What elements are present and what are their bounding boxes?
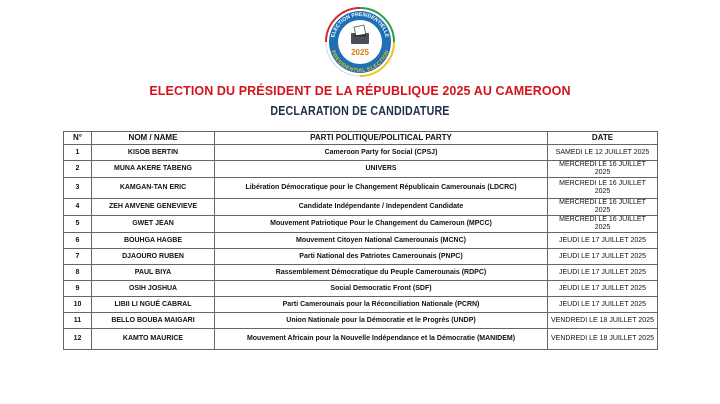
page-title: ELECTION DU PRÉSIDENT DE LA RÉPUBLIQUE 2025 AU CAMEROON (149, 84, 571, 98)
header-date: DATE (548, 132, 658, 145)
party-name: Candidate Indépendante / Independent Candidate (215, 199, 548, 216)
party-name: Mouvement Patriotique Pour le Changement du Cameroun (MPCC) (215, 216, 548, 233)
party-name: Mouvement Africain pour la Nouvelle Indépendance et la Démocratie (MANIDEM) (215, 329, 548, 350)
declaration-date: MERCREDI LE 16 JUILLET 2025 (548, 161, 658, 178)
declaration-date: JEUDI LE 17 JUILLET 2025 (548, 249, 658, 265)
candidate-name: KAMGAN-TAN ERIC (92, 178, 215, 199)
table-row (64, 265, 658, 281)
declaration-date: JEUDI LE 17 JUILLET 2025 (548, 233, 658, 249)
party-name: Social Democratic Front (SDF) (215, 281, 548, 297)
row-number: 7 (64, 249, 92, 265)
table-row (64, 281, 658, 297)
declaration-date: VENDREDI LE 18 JUILLET 2025 (548, 329, 658, 350)
table-row (64, 216, 658, 233)
header-party: PARTI POLITIQUE/POLITICAL PARTY (215, 132, 548, 145)
table-row (64, 145, 658, 161)
logo-bottom-text: PRESIDENTIAL ELECTION (329, 49, 391, 75)
declaration-date: MERCREDI LE 16 JUILLET 2025 (548, 199, 658, 216)
candidate-name: PAUL BIYA (92, 265, 215, 281)
table-row (64, 297, 658, 313)
candidate-name: LIBII LI NGUÉ CABRAL (92, 297, 215, 313)
party-name: Parti National des Patriotes Camerounais (PNPC) (215, 249, 548, 265)
table-row (64, 313, 658, 329)
party-name: Rassemblement Démocratique du Peuple Camerounais (RDPC) (215, 265, 548, 281)
logo-year: 2025 (351, 48, 369, 57)
header-number: N° (64, 132, 92, 145)
declaration-date: SAMEDI LE 12 JUILLET 2025 (548, 145, 658, 161)
party-name: Libération Démocratique pour le Changement Républicain Camerounais (LDCRC) (215, 178, 548, 199)
candidates-table (63, 131, 658, 350)
candidate-name: GWET JEAN (92, 216, 215, 233)
candidate-name: BOUHGA HAGBE (92, 233, 215, 249)
declaration-date: JEUDI LE 17 JUILLET 2025 (548, 297, 658, 313)
declaration-date: JEUDI LE 17 JUILLET 2025 (548, 281, 658, 297)
table-row (64, 233, 658, 249)
party-name: UNIVERS (215, 161, 548, 178)
row-number: 5 (64, 216, 92, 233)
row-number: 11 (64, 313, 92, 329)
page-subtitle: DECLARATION DE CANDIDATURE (270, 103, 450, 118)
candidate-name: DJAOURO RUBEN (92, 249, 215, 265)
candidate-name: BELLO BOUBA MAIGARI (92, 313, 215, 329)
row-number: 2 (64, 161, 92, 178)
candidate-name: OSIH JOSHUA (92, 281, 215, 297)
party-name: Mouvement Citoyen National Camerounais (MCNC) (215, 233, 548, 249)
row-number: 10 (64, 297, 92, 313)
table-row (64, 161, 658, 178)
declaration-date: VENDREDI LE 18 JUILLET 2025 (548, 313, 658, 329)
candidate-name: MUNA AKERE TABENG (92, 161, 215, 178)
party-name: Union Nationale pour la Démocratie et le Progrès (UNDP) (215, 313, 548, 329)
table-row (64, 199, 658, 216)
candidate-name: ZEH AMVENE GENEVIEVE (92, 199, 215, 216)
party-name: Cameroon Party for Social (CPSJ) (215, 145, 548, 161)
table-header-row (64, 132, 658, 145)
row-number: 4 (64, 199, 92, 216)
declaration-date: JEUDI LE 17 JUILLET 2025 (548, 265, 658, 281)
row-number: 3 (64, 178, 92, 199)
row-number: 12 (64, 329, 92, 350)
candidate-name: KAMTO MAURICE (92, 329, 215, 350)
table-row (64, 249, 658, 265)
declaration-date: MERCREDI LE 16 JUILLET 2025 (548, 178, 658, 199)
table-row (64, 329, 658, 350)
logo-top-text: ELECTION PRESIDENTIELLE (330, 11, 390, 39)
election-logo (324, 6, 396, 78)
row-number: 6 (64, 233, 92, 249)
candidate-name: KISOB BERTIN (92, 145, 215, 161)
party-name: Parti Camerounais pour la Réconciliation Nationale (PCRN) (215, 297, 548, 313)
declaration-date: MERCREDI LE 16 JUILLET 2025 (548, 216, 658, 233)
row-number: 8 (64, 265, 92, 281)
header-name: NOM / NAME (92, 132, 215, 145)
row-number: 9 (64, 281, 92, 297)
row-number: 1 (64, 145, 92, 161)
table-row (64, 178, 658, 199)
